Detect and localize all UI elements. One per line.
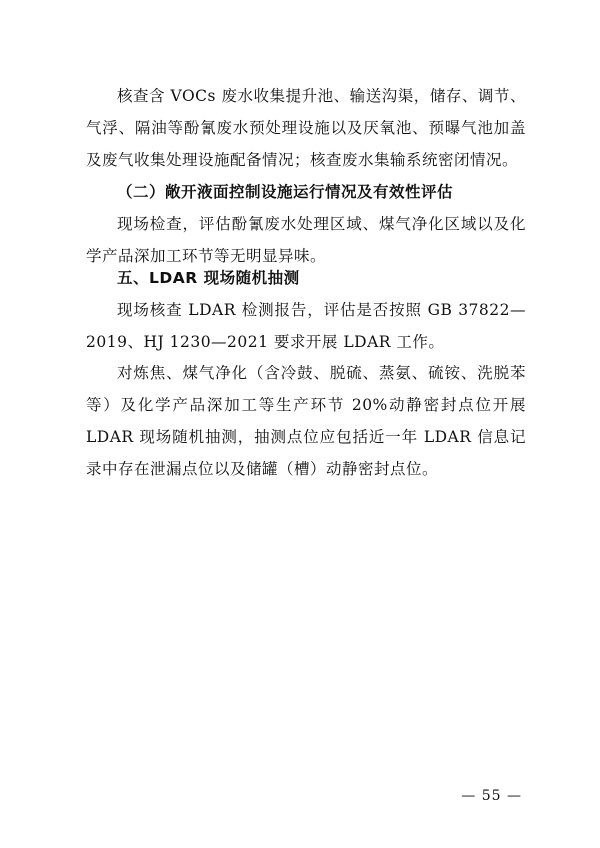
page-number: — 55 — [461, 788, 522, 804]
section-heading-ldar: 五、LDAR 现场随机抽测 [117, 269, 300, 287]
subheading-open-surface-control: （二）敞开液面控制设施运行情况及有效性评估 [117, 182, 454, 201]
paragraph-voc-wastewater: 核查含 VOCs 废水收集提升池、输送沟渠，储存、调节、气浮、隔油等酚氰废水预处理设施以及厌氧池、预曝气池加盖及废气收集处理设施配备情况；核查废水集输系统密闭情况。 [86, 87, 526, 169]
paragraph-site-inspection: 现场检查，评估酚氰废水处理区域、煤气净化区域以及化学产品深加工环节等无明显异味。 [86, 215, 526, 265]
paragraph-ldar-sampling: 对炼焦、煤气净化（含冷鼓、脱硫、蒸氨、硫铵、洗脱苯等）及化学产品深加工等生产环节 20%动静密封点位开展 LDAR 现场随机抽测，抽测点位应包括近一年 LDAR 信息记录中存在泄漏点位以及储罐（槽）动静密封点位。 [86, 364, 526, 478]
paragraph-ldar-report: 现场核查 LDAR 检测报告，评估是否按照 GB 37822—2019、HJ 1230—2021 要求开展 LDAR 工作。 [86, 301, 526, 351]
